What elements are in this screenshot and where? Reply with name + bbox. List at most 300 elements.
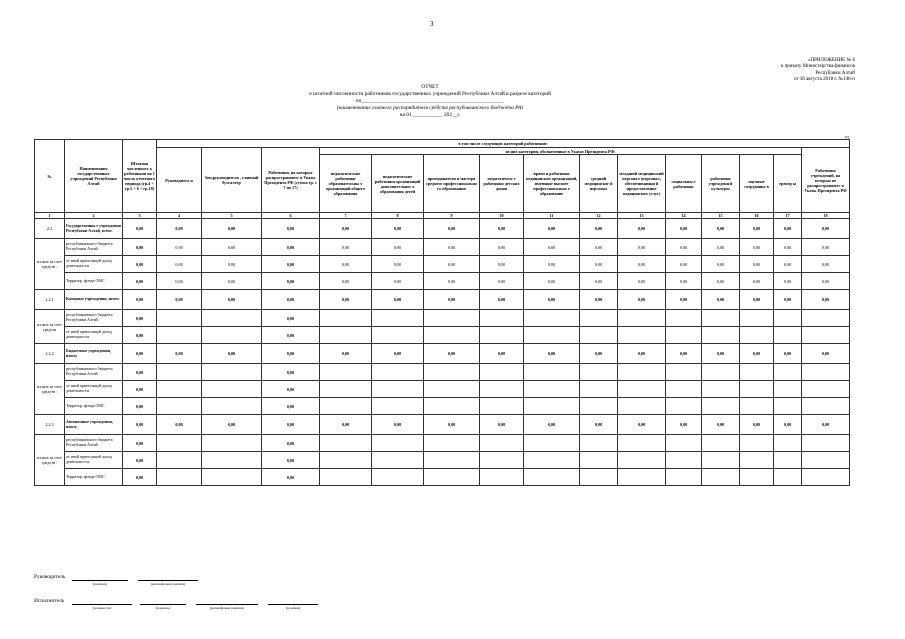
value-cell xyxy=(774,452,802,469)
value-cell: 0,00 xyxy=(123,273,157,290)
value-cell: 0,00 xyxy=(618,415,666,435)
value-cell: 0,00 xyxy=(618,344,666,364)
value-cell xyxy=(202,398,262,415)
value-cell xyxy=(202,381,262,398)
value-cell: 0,00 xyxy=(123,310,157,327)
source-name: от иной приносящей доход деятельности xyxy=(65,381,123,398)
value-cell: 0,00 xyxy=(424,290,480,310)
exec-cap: (должность) xyxy=(93,606,111,610)
col-9-header: преподаватели и мастера среднего профессионально го образования xyxy=(424,155,480,213)
value-cell xyxy=(424,452,480,469)
source-row xyxy=(35,452,850,469)
value-cell xyxy=(320,452,372,469)
value-cell: 0,00 xyxy=(702,415,740,435)
value-cell: 0,00 xyxy=(320,344,372,364)
value-cell: 0,00 xyxy=(802,344,850,364)
value-cell xyxy=(618,364,666,381)
col-4-header: Руководител и xyxy=(157,148,202,213)
value-cell xyxy=(774,381,802,398)
section-title: Государственны е учреждения Республики Алтай, всего: xyxy=(65,219,123,239)
value-cell: 0,00 xyxy=(740,273,774,290)
value-cell: 0,00 xyxy=(740,219,774,239)
value-cell xyxy=(702,364,740,381)
source-name: республиканского бюджета Республики Алтай xyxy=(65,239,123,256)
value-cell xyxy=(524,469,580,486)
value-cell: 0,00 xyxy=(480,344,524,364)
source-name: республиканского бюджета Республики Алтай xyxy=(65,435,123,452)
value-cell: 0,00 xyxy=(123,469,157,486)
value-cell xyxy=(740,327,774,344)
value-cell xyxy=(802,469,850,486)
value-cell xyxy=(802,398,850,415)
exec-phone-line xyxy=(268,604,318,605)
section-total-row xyxy=(35,290,850,310)
column-number: 5 xyxy=(202,213,262,219)
source-name: Территор. фонда ОМС xyxy=(65,398,123,415)
value-cell xyxy=(320,469,372,486)
report-title: ОТЧЕТ xyxy=(421,84,439,90)
source-name: республиканского бюджета Республики Алтай xyxy=(65,364,123,381)
value-cell: 0,00 xyxy=(372,219,424,239)
column-number: 13 xyxy=(618,213,666,219)
value-cell xyxy=(618,452,666,469)
value-cell xyxy=(666,398,702,415)
source-row xyxy=(35,364,850,381)
value-cell: 0,00 xyxy=(157,273,202,290)
value-cell: 0,00 xyxy=(320,256,372,273)
value-cell xyxy=(702,452,740,469)
source-name: Территор. фонда ОМС xyxy=(65,469,123,486)
value-cell: 0,00 xyxy=(702,344,740,364)
value-cell: 0,00 xyxy=(802,219,850,239)
column-number: 17 xyxy=(774,213,802,219)
group-sub-header: из них категории, обозначенные в Указах Президента РФ: xyxy=(320,148,802,155)
value-cell xyxy=(580,381,618,398)
value-cell xyxy=(524,364,580,381)
exec-signature-label: Исполнитель xyxy=(34,598,65,604)
source-name: от иной приносящей доход деятельности xyxy=(65,327,123,344)
value-cell xyxy=(424,398,480,415)
value-cell: 0,00 xyxy=(262,310,320,327)
col-8-header: педагогические работники организаций дополнительног о образования детей xyxy=(372,155,424,213)
col-12-header: средний медицинског й персонал xyxy=(580,155,618,213)
value-cell: 0,00 xyxy=(740,344,774,364)
col-staff-header: Штатная численност ь работников на 1 число отчетного периода (гр.4 + гр.5 + 6 + гр.18) xyxy=(123,140,157,213)
section-total-row xyxy=(35,344,850,364)
col-name-header: Наименование государственных учреждений Республики Алтай xyxy=(65,140,123,213)
value-cell: 0,00 xyxy=(262,381,320,398)
value-cell xyxy=(802,381,850,398)
report-subtitle: о штатной численности работников государственных учреждений Республики Алтай в разрезе категорий xyxy=(309,91,551,97)
value-cell: 0,00 xyxy=(774,219,802,239)
value-cell xyxy=(702,310,740,327)
column-number: 8 xyxy=(372,213,424,219)
value-cell: 0,00 xyxy=(262,239,320,256)
value-cell: 0,00 xyxy=(123,364,157,381)
value-cell xyxy=(666,469,702,486)
value-cell: 0,00 xyxy=(123,239,157,256)
source-name: от иной приносящей доход деятельности xyxy=(65,256,123,273)
value-cell: 0,00 xyxy=(262,435,320,452)
value-cell: 0,00 xyxy=(524,239,580,256)
column-number: 4 xyxy=(157,213,202,219)
value-cell xyxy=(424,435,480,452)
col-num-header: № xyxy=(35,140,65,213)
source-row xyxy=(35,310,850,327)
value-cell xyxy=(524,452,580,469)
value-cell: 0,00 xyxy=(320,290,372,310)
value-cell xyxy=(480,469,524,486)
appendix-line: Республики Алтай xyxy=(815,70,855,76)
value-cell xyxy=(157,364,202,381)
value-cell: 0,00 xyxy=(372,415,424,435)
value-cell xyxy=(372,435,424,452)
value-cell xyxy=(802,310,850,327)
value-cell xyxy=(774,435,802,452)
value-cell: 0,00 xyxy=(157,256,202,273)
value-cell xyxy=(802,435,850,452)
value-cell: 0,00 xyxy=(123,344,157,364)
value-cell: 0,00 xyxy=(372,344,424,364)
value-cell: 0,00 xyxy=(774,344,802,364)
col-11-header: врачи и работники медицинских организаций, имеющие высшее профессионально е образование xyxy=(524,155,580,213)
value-cell xyxy=(424,327,480,344)
value-cell xyxy=(802,452,850,469)
value-cell: 0,00 xyxy=(480,415,524,435)
value-cell: 0,00 xyxy=(740,415,774,435)
value-cell: 0,00 xyxy=(424,415,480,435)
col-16-header: научные сотруднико в xyxy=(740,155,774,213)
appendix-line: к приказу Министерства финансов xyxy=(780,64,855,70)
table-body xyxy=(35,219,850,486)
section-code: 2.2.1 xyxy=(35,290,65,310)
col-18-header: Работники учреждений, на которых не распространяютс я Указы Президента РФ xyxy=(802,148,850,213)
section-code: 2.2.3 xyxy=(35,415,65,435)
value-cell xyxy=(740,452,774,469)
source-row xyxy=(35,256,850,273)
value-cell xyxy=(524,435,580,452)
value-cell: 0,00 xyxy=(123,219,157,239)
source-group-label: из них за счет средств : xyxy=(35,239,65,290)
value-cell: 0,00 xyxy=(666,344,702,364)
head-cap: (расшифровка подписи) xyxy=(150,582,186,586)
value-cell xyxy=(424,381,480,398)
head-signature-label: Руководитель xyxy=(34,574,66,580)
col-17-header: тренер ы xyxy=(774,155,802,213)
value-cell xyxy=(202,310,262,327)
page-number: 3 xyxy=(430,20,434,28)
column-number: 9 xyxy=(424,213,480,219)
value-cell xyxy=(372,452,424,469)
value-cell: 0,00 xyxy=(262,469,320,486)
value-cell: 0,00 xyxy=(580,344,618,364)
report-by-note: (наименование главного распорядителя средств республиканского бюджета РА) xyxy=(336,105,524,111)
value-cell xyxy=(702,398,740,415)
value-cell xyxy=(666,327,702,344)
value-cell: 0,00 xyxy=(740,239,774,256)
value-cell xyxy=(580,310,618,327)
value-cell xyxy=(320,381,372,398)
value-cell: 0,00 xyxy=(123,327,157,344)
value-cell xyxy=(480,435,524,452)
col-15-header: работники учреждени й культуры xyxy=(702,155,740,213)
value-cell: 0,00 xyxy=(424,344,480,364)
value-cell xyxy=(774,327,802,344)
appendix-line: «ПРИЛОЖЕНИЕ № 6 xyxy=(808,58,855,63)
value-cell: 0,00 xyxy=(202,273,262,290)
source-row xyxy=(35,327,850,344)
value-cell xyxy=(580,435,618,452)
value-cell xyxy=(740,310,774,327)
value-cell xyxy=(372,381,424,398)
value-cell xyxy=(524,327,580,344)
column-number: 16 xyxy=(740,213,774,219)
value-cell: 0,00 xyxy=(123,381,157,398)
value-cell xyxy=(618,435,666,452)
value-cell: 0,00 xyxy=(157,219,202,239)
value-cell xyxy=(580,398,618,415)
value-cell: 0,00 xyxy=(123,290,157,310)
section-code: 2.2 xyxy=(35,219,65,239)
value-cell: 0,00 xyxy=(480,273,524,290)
table-head xyxy=(35,140,850,219)
col-13-header: младший медицинский персонал (персонал, обеспечивающи й предоставление медицинских услуг) xyxy=(618,155,666,213)
value-cell: 0,00 xyxy=(372,256,424,273)
value-cell xyxy=(740,398,774,415)
value-cell xyxy=(580,327,618,344)
value-cell: 0,00 xyxy=(524,290,580,310)
appendix-line: от 30 августа 2018 г. №146-п xyxy=(793,77,855,83)
value-cell xyxy=(372,327,424,344)
section-total-row xyxy=(35,415,850,435)
source-name: республиканского бюджета Республики Алтай xyxy=(65,310,123,327)
column-number: 6 xyxy=(262,213,320,219)
value-cell: 0,00 xyxy=(580,290,618,310)
exec-cap: (телефон) xyxy=(285,606,301,610)
value-cell: 0,00 xyxy=(262,273,320,290)
value-cell: 0,00 xyxy=(580,256,618,273)
column-number: 15 xyxy=(702,213,740,219)
column-number: 12 xyxy=(580,213,618,219)
value-cell xyxy=(480,398,524,415)
value-cell: 0,00 xyxy=(618,256,666,273)
head-cap: (подпись) xyxy=(92,582,108,586)
section-title: Автономные учреждения, итого: xyxy=(65,415,123,435)
value-cell xyxy=(774,398,802,415)
value-cell xyxy=(320,398,372,415)
exec-position-line xyxy=(72,604,132,605)
value-cell: 0,00 xyxy=(262,398,320,415)
value-cell xyxy=(702,327,740,344)
value-cell xyxy=(157,452,202,469)
value-cell xyxy=(157,398,202,415)
value-cell: 0,00 xyxy=(580,239,618,256)
value-cell: 0,00 xyxy=(774,415,802,435)
source-row xyxy=(35,239,850,256)
value-cell xyxy=(480,381,524,398)
exec-cap: (расшифровка подписи) xyxy=(209,606,245,610)
value-cell xyxy=(666,435,702,452)
column-number: 2 xyxy=(65,213,123,219)
value-cell: 0,00 xyxy=(802,415,850,435)
column-number: 14 xyxy=(666,213,702,219)
value-cell xyxy=(372,310,424,327)
exec-signature-line xyxy=(140,604,186,605)
value-cell: 0,00 xyxy=(524,256,580,273)
value-cell: 0,00 xyxy=(666,290,702,310)
value-cell xyxy=(666,310,702,327)
value-cell: 0,00 xyxy=(480,219,524,239)
value-cell: 0,00 xyxy=(202,256,262,273)
value-cell xyxy=(774,469,802,486)
value-cell: 0,00 xyxy=(262,256,320,273)
report-by: по_____________________________________________________ xyxy=(355,98,505,104)
source-name: Территор. фонда ОМС xyxy=(65,273,123,290)
report-date: на 01 ___________ 202__г. xyxy=(399,112,461,118)
value-cell: 0,00 xyxy=(262,415,320,435)
value-cell: 0,00 xyxy=(157,290,202,310)
value-cell xyxy=(480,327,524,344)
head-name-line xyxy=(138,580,198,581)
value-cell: 0,00 xyxy=(580,273,618,290)
value-cell: 0,00 xyxy=(262,219,320,239)
value-cell xyxy=(580,452,618,469)
value-cell xyxy=(524,310,580,327)
value-cell: 0,00 xyxy=(123,256,157,273)
value-cell: 0,00 xyxy=(480,256,524,273)
value-cell xyxy=(802,327,850,344)
value-cell: 0,00 xyxy=(320,219,372,239)
column-number: 10 xyxy=(480,213,524,219)
value-cell: 0,00 xyxy=(262,452,320,469)
value-cell xyxy=(774,364,802,381)
col-10-header: педагогическ е работники детских домов xyxy=(480,155,524,213)
value-cell xyxy=(618,469,666,486)
value-cell: 0,00 xyxy=(123,452,157,469)
value-cell xyxy=(666,364,702,381)
value-cell: 0,00 xyxy=(157,344,202,364)
value-cell xyxy=(774,310,802,327)
value-cell xyxy=(157,381,202,398)
value-cell xyxy=(157,469,202,486)
source-row xyxy=(35,398,850,415)
value-cell: 0,00 xyxy=(123,398,157,415)
col-6-header: Работники, на которых распространяютс я Указы Президента РФ (сумма гр. с 7 по 17) xyxy=(262,148,320,213)
group-top-header: в том числе следующих категорий работников: xyxy=(157,140,850,148)
unit-label: ед. xyxy=(845,134,850,139)
value-cell: 0,00 xyxy=(740,256,774,273)
value-cell: 0,00 xyxy=(202,344,262,364)
value-cell: 0,00 xyxy=(666,239,702,256)
value-cell: 0,00 xyxy=(202,415,262,435)
value-cell xyxy=(320,435,372,452)
col-7-header: педагогические работники образовательны х организаций общего образования xyxy=(320,155,372,213)
value-cell: 0,00 xyxy=(524,415,580,435)
value-cell xyxy=(740,469,774,486)
report-table xyxy=(34,139,850,486)
value-cell xyxy=(618,327,666,344)
value-cell xyxy=(618,398,666,415)
value-cell: 0,00 xyxy=(424,219,480,239)
section-title: Казенные учреждения, итого: xyxy=(65,290,123,310)
value-cell xyxy=(740,381,774,398)
value-cell: 0,00 xyxy=(618,239,666,256)
value-cell xyxy=(320,364,372,381)
value-cell: 0,00 xyxy=(202,239,262,256)
source-group-label: из них за счет средств xyxy=(35,310,65,344)
value-cell: 0,00 xyxy=(320,239,372,256)
value-cell: 0,00 xyxy=(666,273,702,290)
value-cell xyxy=(202,469,262,486)
value-cell: 0,00 xyxy=(320,415,372,435)
value-cell xyxy=(424,310,480,327)
value-cell xyxy=(702,469,740,486)
value-cell: 0,00 xyxy=(524,344,580,364)
value-cell: 0,00 xyxy=(802,239,850,256)
value-cell: 0,00 xyxy=(202,290,262,310)
value-cell: 0,00 xyxy=(262,344,320,364)
value-cell xyxy=(202,435,262,452)
value-cell xyxy=(524,381,580,398)
col-14-header: социальны е работники xyxy=(666,155,702,213)
source-row xyxy=(35,273,850,290)
appendix-block xyxy=(695,58,855,84)
value-cell xyxy=(666,381,702,398)
value-cell xyxy=(802,364,850,381)
value-cell xyxy=(372,469,424,486)
value-cell: 0,00 xyxy=(262,327,320,344)
value-cell xyxy=(372,364,424,381)
value-cell: 0,00 xyxy=(524,219,580,239)
value-cell: 0,00 xyxy=(372,273,424,290)
value-cell: 0,00 xyxy=(262,364,320,381)
column-number: 11 xyxy=(524,213,580,219)
value-cell xyxy=(580,364,618,381)
value-cell: 0,00 xyxy=(580,415,618,435)
column-number: 18 xyxy=(802,213,850,219)
value-cell: 0,00 xyxy=(157,239,202,256)
value-cell: 0,00 xyxy=(123,435,157,452)
section-total-row xyxy=(35,219,850,239)
value-cell: 0,00 xyxy=(372,290,424,310)
value-cell: 0,00 xyxy=(666,256,702,273)
value-cell: 0,00 xyxy=(774,290,802,310)
source-group-label: из них за счет средств : xyxy=(35,435,65,486)
column-number: 3 xyxy=(123,213,157,219)
column-number: 1 xyxy=(35,213,65,219)
value-cell: 0,00 xyxy=(702,219,740,239)
value-cell: 0,00 xyxy=(424,273,480,290)
value-cell: 0,00 xyxy=(618,219,666,239)
value-cell: 0,00 xyxy=(774,273,802,290)
value-cell xyxy=(618,310,666,327)
value-cell: 0,00 xyxy=(740,290,774,310)
value-cell xyxy=(480,452,524,469)
value-cell xyxy=(157,435,202,452)
value-cell xyxy=(424,469,480,486)
value-cell: 0,00 xyxy=(157,415,202,435)
value-cell: 0,00 xyxy=(480,239,524,256)
value-cell: 0,00 xyxy=(123,415,157,435)
value-cell: 0,00 xyxy=(802,290,850,310)
column-number: 7 xyxy=(320,213,372,219)
value-cell: 0,00 xyxy=(774,256,802,273)
head-signature-line xyxy=(72,580,128,581)
exec-cap: (подпись) xyxy=(155,606,171,610)
source-row xyxy=(35,435,850,452)
value-cell: 0,00 xyxy=(202,219,262,239)
value-cell xyxy=(524,398,580,415)
